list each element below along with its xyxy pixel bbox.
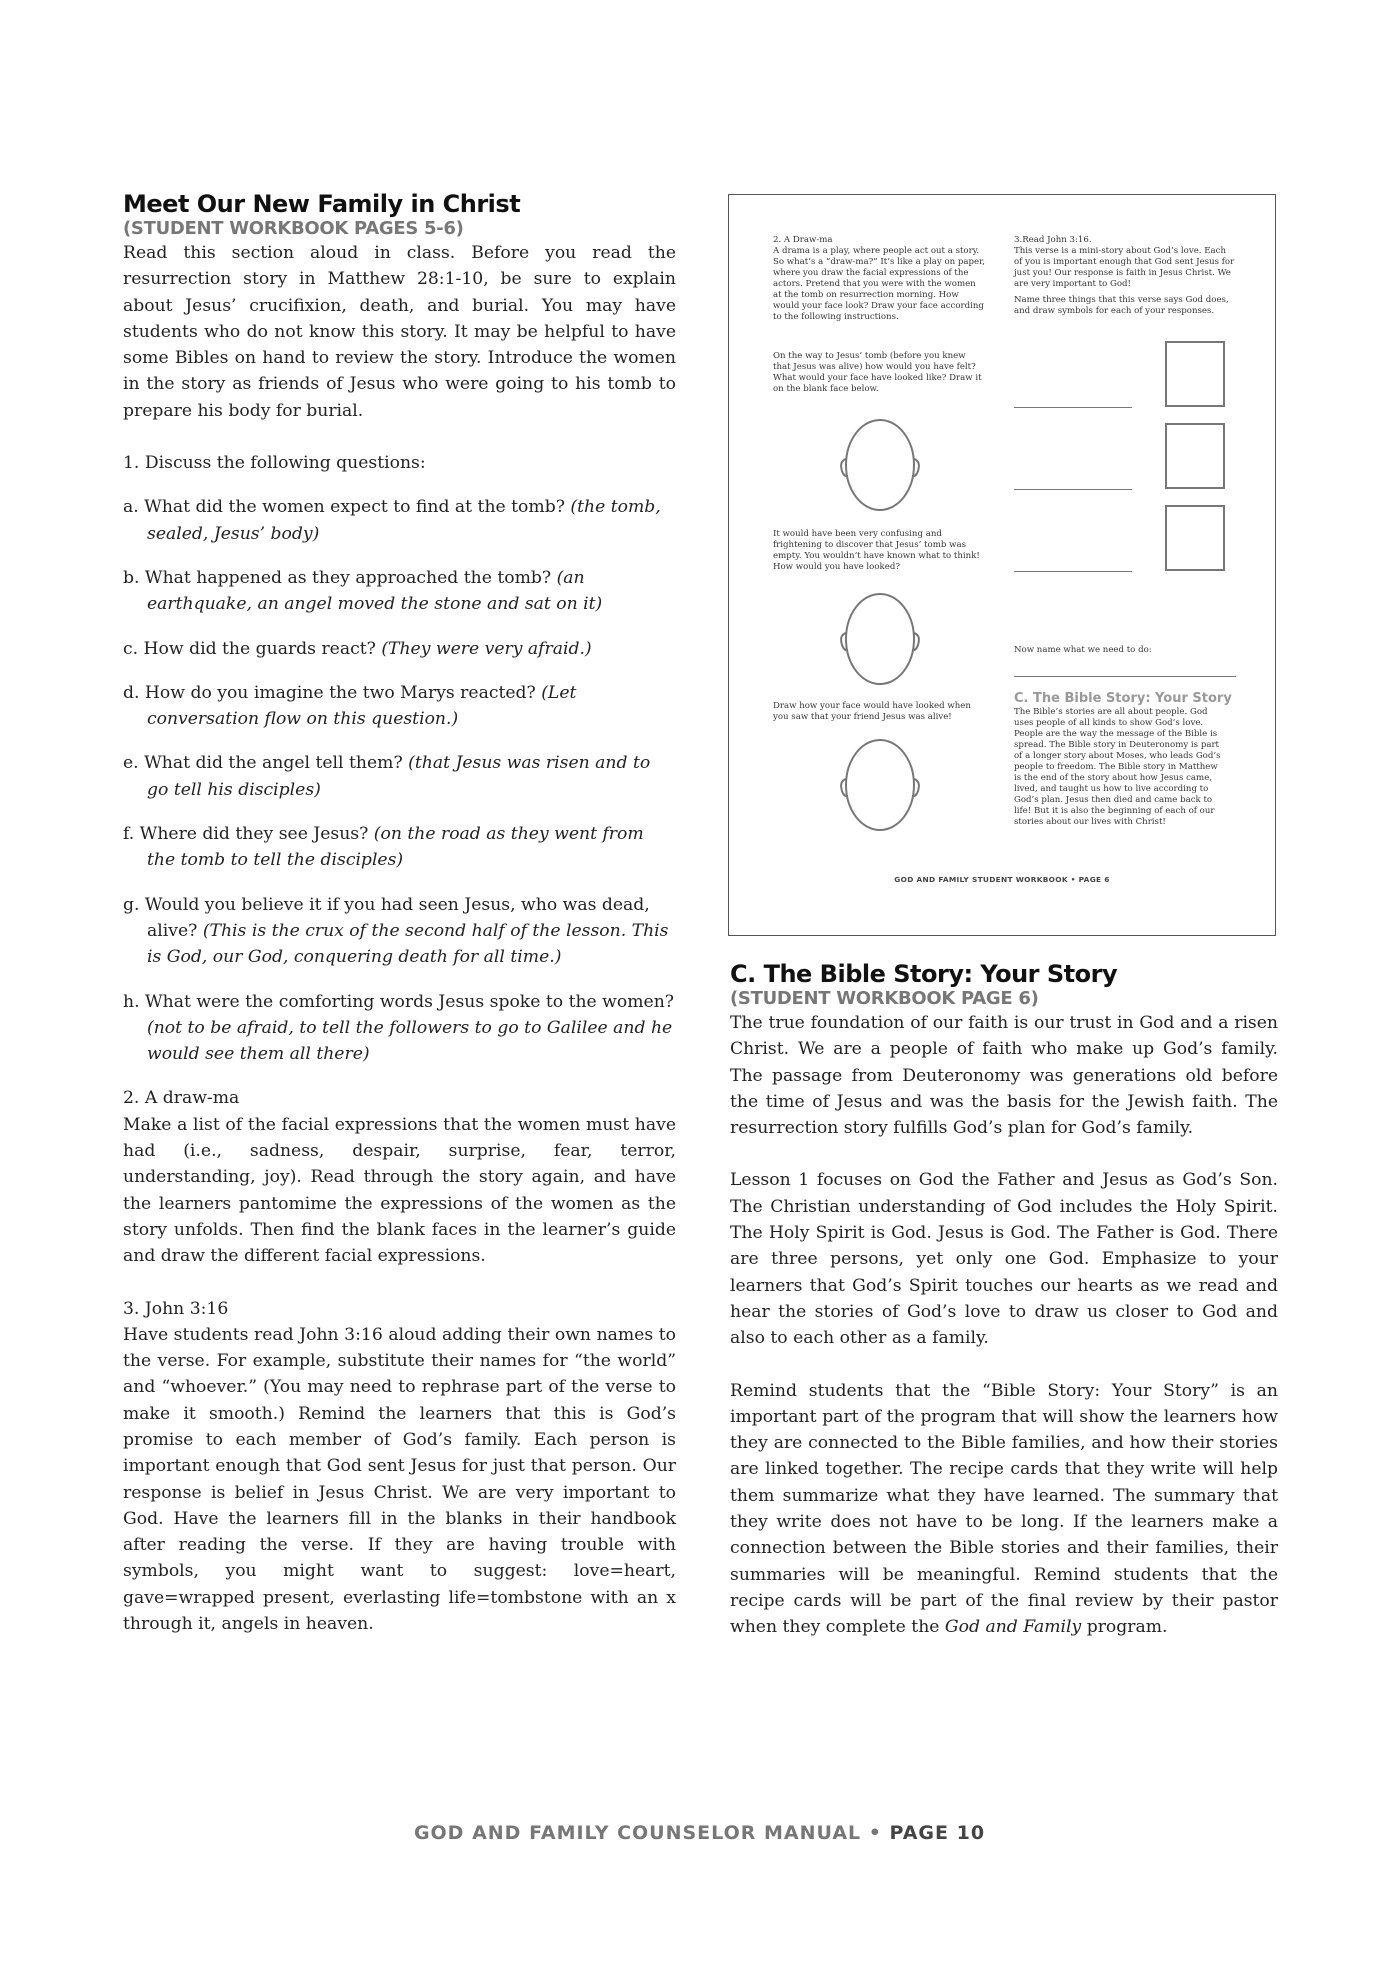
list-item: f. Where did they see Jesus? (on the road as they went from the tomb to tell the disciples) <box>123 824 644 871</box>
intro-paragraph: Read this section aloud in class. Before you read the resurrection story in Matthew 28:1-10, be sure to explain about Jesus’ crucifixion, death, and burial. You may have students who do not know this story. It may be helpful to have some Bibles on hand to review the story. Introduce the women in the story as friends of Jesus who were going to his tomb to prepare his body for burial. <box>123 243 676 421</box>
blank-face-icon <box>837 737 923 833</box>
list-item: g. Would you believe it if you had seen Jesus, who was dead, alive? (This is the crux of the second half of the lesson. This is God, our God, conquering death for all time.) <box>123 894 669 968</box>
wb-drawma-text: A drama is a play, where people act out a story. So what’s a “draw-ma?” It’s like a play on paper, where you draw the facial expressions of the actors. Pretend that you were with the women at the tomb on resurrection morning. How would your face look? Draw your face according to the following instructions. <box>773 246 985 322</box>
list-item: e. What did the angel tell them? (that Jesus was risen and to go tell his disciples) <box>123 753 651 800</box>
left-column <box>123 190 676 1637</box>
paragraph-2: Lesson 1 focuses on God the Father and Jesus as God’s Son. The Christian understanding of God includes the Holy Spirit. The Holy Spirit is God. Jesus is God. The Father is God. There are three persons, yet only one God. Emphasize to your learners that God’s Spirit touches our hearts as we read and hear the stories of God’s love to draw us closer to God and also to each other as a family. <box>730 1170 1278 1349</box>
discuss-heading: 1. Discuss the following questions: <box>123 453 426 474</box>
workbook-page-preview <box>728 194 1276 936</box>
blank-face-icon <box>837 591 923 687</box>
wb-prompt-3: Draw how your face would have looked when you saw that your friend Jesus was alive! <box>773 701 971 722</box>
answer-line <box>1014 407 1132 408</box>
page-footer <box>0 1822 1399 1844</box>
answer-line <box>1014 571 1132 572</box>
wb-now-name: Now name what we need to do: <box>1014 645 1152 655</box>
answer-line <box>1014 489 1132 490</box>
wb-john-title: 3.Read John 3:16. <box>1014 235 1092 245</box>
section-title: C. The Bible Story: Your Story <box>730 960 1118 988</box>
list-item: a. What did the women expect to find at the tomb? (the tomb, sealed, Jesus’ body) <box>123 497 661 544</box>
wb-bible-title: C. The Bible Story: Your Story <box>1014 691 1232 706</box>
wb-prompt-1: On the way to Jesus’ tomb (before you knew that Jesus was alive) how would you have felt? What would your face have looked like? Draw it on the blank face below. <box>773 351 982 394</box>
john-heading: 3. John 3:16 <box>123 1298 229 1319</box>
page-number: PAGE 10 <box>889 1822 986 1844</box>
symbol-box <box>1165 341 1225 407</box>
wb-bible-text: The Bible’s stories are all about people. God uses people of all kinds to show God’s love. People are the way the message of the Bible is spread. The Bible story in Deuteronomy is part of a longer story about Moses, who leads God’s people to freedom. The Bible story in Matthew is the end of the story about how Jesus came, lived, and taught us how to live according to God’s plan. Jesus then died and came back to life! But it is also the beginning of each of our stories about our lives with Christ! <box>1014 707 1221 827</box>
question-list <box>123 494 676 1067</box>
list-item: h. What were the comforting words Jesus spoke to the women? (not to be afraid, to tell the followers to go to Galilee and he would see them all there) <box>123 991 674 1065</box>
symbol-box <box>1165 423 1225 489</box>
answer-line <box>1014 676 1236 677</box>
paragraph-3: Remind students that the “Bible Story: Your Story” is an important part of the program that will show the learners how they are connected to the Bible families, and how their stories are linked together. The recipe cards that they write will help them summarize what they have learned. The summary that they write does not have to be long. If the learners make a connection between the Bible stories and their families, their summaries will be meaningful. Remind students that the recipe cards will be part of the final review by their pastor when they complete the God and Family program. <box>730 1380 1278 1638</box>
list-item: d. How do you imagine the two Marys reacted? (Let conversation flow on this question.) <box>123 682 577 730</box>
footer-text: GOD AND FAMILY COUNSELOR MANUAL • <box>413 1822 890 1844</box>
section-title: Meet Our New Family in Christ <box>123 190 521 218</box>
symbol-box <box>1165 505 1225 571</box>
wb-footer: GOD AND FAMILY STUDENT WORKBOOK • PAGE 6 <box>894 875 1110 884</box>
drawma-heading: 2. A draw-ma <box>123 1088 240 1109</box>
wb-drawma-title: 2. A Draw-ma <box>773 235 833 245</box>
drawma-paragraph: Make a list of the facial expressions that the women must have had (i.e., sadness, despair, surprise, fear, terror, understanding, joy). Read through the story again, and have the learners pantomime the expressions of the women as the story unfolds. Then find the blank faces in the learner’s guide and draw the different facial expressions. <box>123 1114 676 1267</box>
list-item: c. How did the guards react? (They were very afraid.) <box>123 638 592 659</box>
section-subtitle: (STUDENT WORKBOOK PAGES 5-6) <box>123 218 464 239</box>
john-paragraph: Have students read John 3:16 aloud adding their own names to the verse. For example, substitute their names for “the world” and “whoever.” (You may need to rephrase part of the verse to make it smooth.) Remind the learners that this is God’s promise to each member of God’s family. Each person is important enough that God sent Jesus for just that person. Our response is belief in Jesus Christ. We are very important to God. Have the learners fill in the blanks in their handbook after reading the verse. If they are having trouble with symbols, you might want to suggest: love=heart, gave=wrapped present, everlasting life=tombstone with an x through it, angels in heaven. <box>123 1324 676 1635</box>
paragraph-1: The true foundation of our faith is our trust in God and a risen Christ. We are a people of faith who make up God’s family. The passage from Deuteronomy was generations old before the time of Jesus and was the basis for the Jewish faith. The resurrection story fulfills God’s plan for God’s family. <box>730 1013 1278 1139</box>
list-item: b. What happened as they approached the tomb? (an earthquake, an angel moved the stone and sat on it) <box>123 567 603 615</box>
wb-john-text: This verse is a mini-story about God’s love. Each of you is important enough that God sent Jesus for just you! Our response is faith in Jesus Christ. We are very important to God! <box>1014 246 1235 289</box>
wb-prompt-2: It would have been very confusing and frightening to discover that Jesus’ tomb was empty. You wouldn’t have known what to think! How would you have looked? <box>773 529 980 572</box>
right-column <box>730 960 1278 1641</box>
section-subtitle: (STUDENT WORKBOOK PAGE 6) <box>730 988 1039 1009</box>
wb-name-three: Name three things that this verse says God does, and draw symbols for each of your responses. <box>1014 295 1229 316</box>
blank-face-icon <box>837 417 923 513</box>
